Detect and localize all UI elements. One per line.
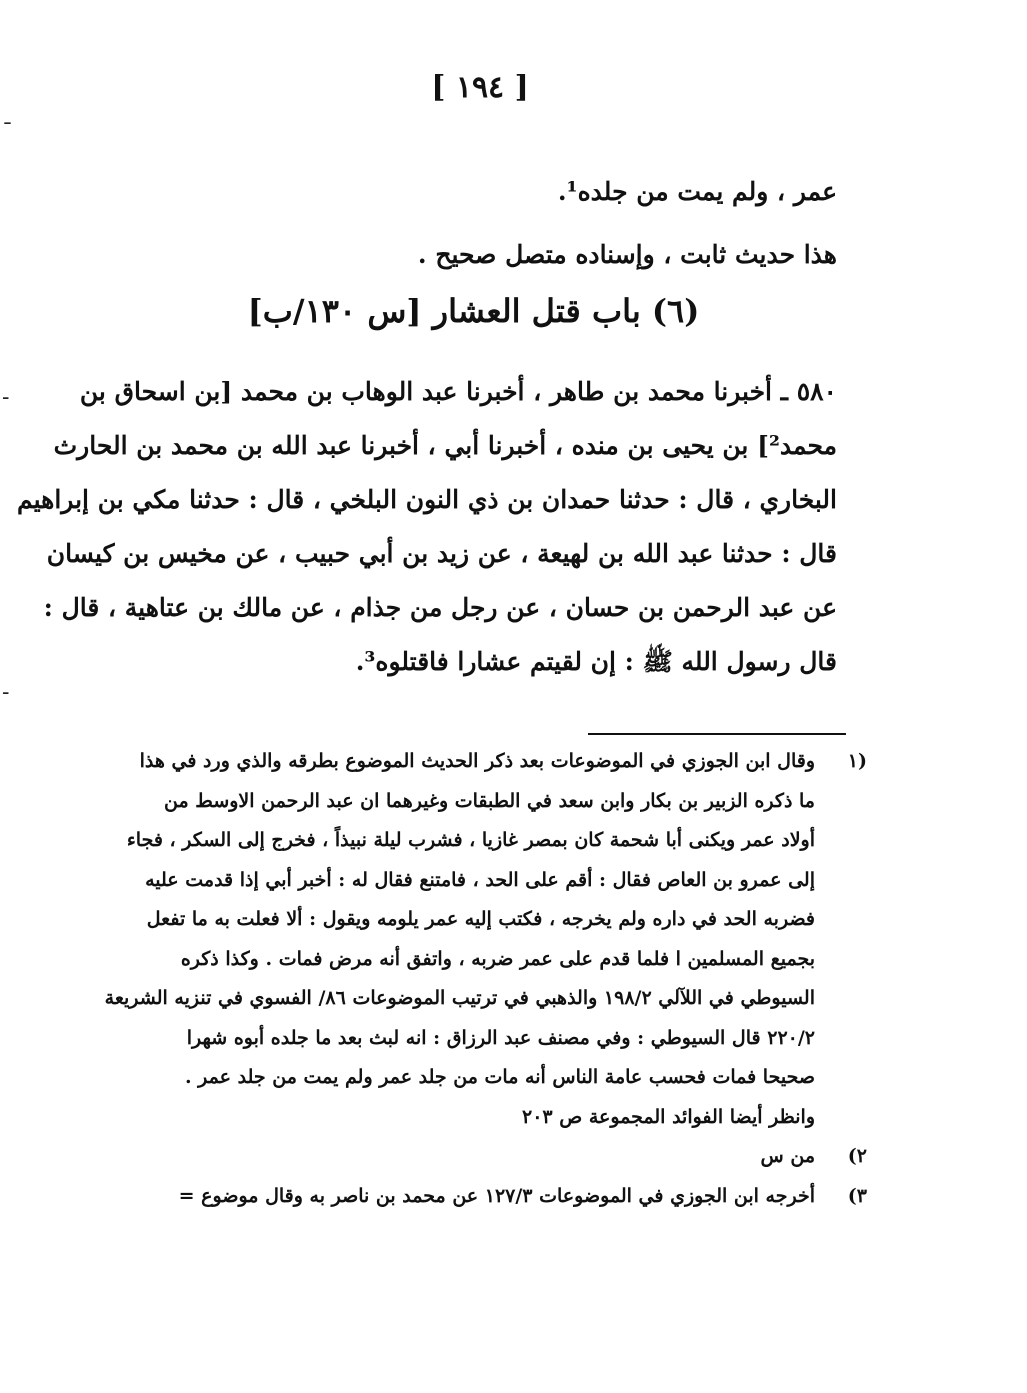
footnote-line: فضربه الحد في داره ولم يخرجه ، فكتب إليه عمر يلومه ويقول : ألا فعلت به ما تفعل <box>146 908 815 930</box>
footnotes <box>100 742 867 1216</box>
intro-line: عمر ، ولم يمت من جلده¹. <box>557 177 837 206</box>
footnote-line: بجميع المسلمين ا فلما قدم على عمر ضربه ، واتفق أنه مرض فمات . وكذا ذكره <box>180 947 815 970</box>
footnote-3 <box>100 1177 867 1217</box>
hadith-line: قال رسول الله ﷺ : إن لقيتم عشارا فاقتلوه³. <box>355 647 837 676</box>
page-number: [ ١٩٤ ] <box>431 70 529 105</box>
footnote-line: وانظر أيضا الفوائد المجموعة ص ٢٠٣ <box>522 1105 815 1128</box>
scan-mark: - <box>2 385 10 410</box>
footnote-line: ٢٢٠/٢ قال السيوطي : وفي مصنف عبد الرزاق : انه لبث بعد ما جلده أبوه شهرا <box>186 1026 815 1049</box>
footnote-line: صحيحا فمات فحسب عامة الناس أنه مات من جلد عمر ولم يمت من جلد عمر . <box>184 1066 815 1088</box>
footnote-1 <box>100 742 867 1137</box>
verdict-line: هذا حديث ثابت ، وإسناده متصل صحيح . <box>417 240 837 269</box>
footnote-divider <box>588 733 846 735</box>
section-heading: (٦) باب قتل العشار [س ١٣٠/ب] <box>247 292 700 330</box>
scan-mark: ¯ <box>2 120 13 145</box>
hadith-line: البخاري ، قال : حدثنا حمدان بن ذي النون البلخي ، قال : حدثنا مكي بن إبراهيم <box>16 485 837 514</box>
footnote-line: من س <box>760 1145 815 1167</box>
footnote-2 <box>100 1137 867 1177</box>
hadith-line: ٥٨٠ ـ أخبرنا محمد بن طاهر ، أخبرنا عبد الوهاب بن محمد [بن اسحاق بن <box>79 377 837 406</box>
footnote-number: ٢) <box>847 1145 867 1167</box>
hadith-line: قال : حدثنا عبد الله بن لهيعة ، عن زيد بن أبي حبيب ، عن مخيس بن كيسان <box>46 539 837 568</box>
footnote-line: ما ذكره الزبير بن بكار وابن سعد في الطبقات وغيرهما ان عبد الرحمن الاوسط من <box>164 789 815 812</box>
scan-mark: - <box>2 680 10 705</box>
footnote-line: أولاد عمر ويكنى أبا شحمة كان بمصر غازيا ، فشرب ليلة نبيذاً ، فخرج إلى السكر ، فجاء <box>126 829 815 851</box>
footnote-line: أخرجه ابن الجوزي في الموضوعات ١٢٧/٣ عن محمد بن ناصر به وقال موضوع = <box>178 1184 815 1207</box>
hadith-text <box>16 365 837 689</box>
footnote-line: وقال ابن الجوزي في الموضوعات بعد ذكر الحديث الموضوع بطرقه والذي ورد في هذا <box>139 750 815 772</box>
footnote-number: (١ <box>847 750 867 772</box>
footnote-line: إلى عمرو بن العاص فقال : أقم على الحد ، فامتنع فقال له : أخبر أبي إذا قدمت عليه <box>145 868 815 891</box>
footnote-line: السيوطي في اللآلي ١٩٨/٢ والذهبي في ترتيب الموضوعات ٨٦/ الفسوي في تنزيه الشريعة <box>104 987 815 1009</box>
hadith-line: محمد²] بن يحيى بن منده ، أخبرنا أبي ، أخبرنا عبد الله بن محمد بن الحارث <box>53 431 837 460</box>
hadith-line: عن عبد الرحمن بن حسان ، عن رجل من جذام ، عن مالك بن عتاهية ، قال : <box>43 593 837 622</box>
footnote-number: ٣) <box>847 1184 867 1207</box>
